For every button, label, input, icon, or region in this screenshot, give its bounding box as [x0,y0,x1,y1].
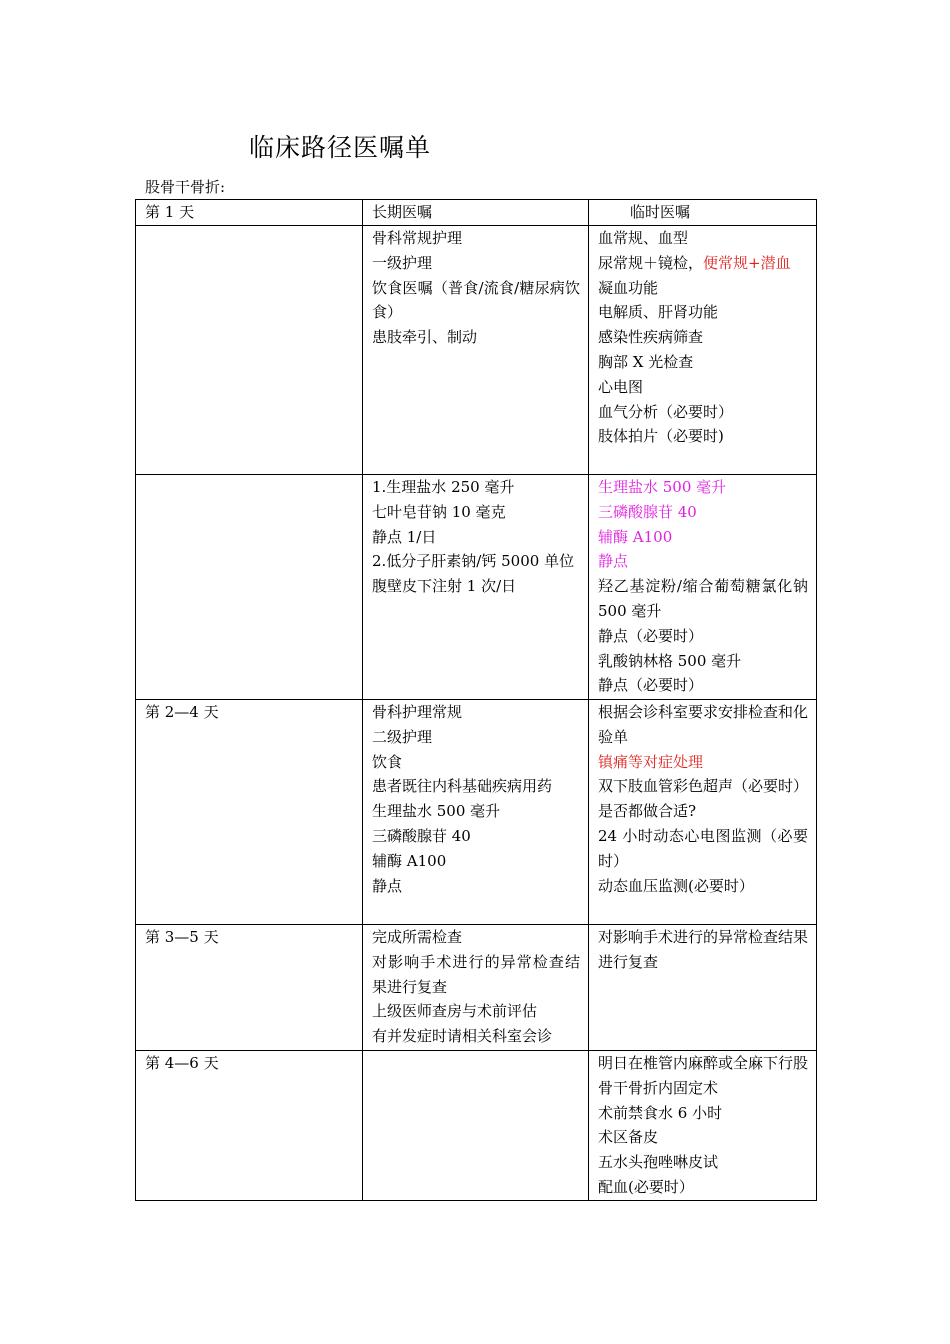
long-term-order: 对影响手术进行的异常检查结果进行复查 [372,952,580,996]
medical-orders-table [135,199,817,1201]
long-term-order: 饮食 [372,752,403,771]
temporary-order: 血气分析（必要时） [598,402,734,421]
long-term-cell [363,226,589,475]
day-cell [136,925,363,1051]
long-term-order: 静点 1/日 [372,527,437,546]
temporary-order: 感染性疾病筛查 [598,328,704,347]
temporary-order: 术区备皮 [598,1128,659,1147]
temporary-order: 动态血压监测(必要时） [598,876,754,895]
table-row [136,1051,817,1201]
temporary-order: 根据会诊科室要求安排检查和化验单 [598,703,809,746]
temporary-order: 24 小时动态心电图监测（必要时） [598,826,808,870]
table-row [136,925,817,1051]
long-term-order: 2.低分子肝素钠/钙 5000 单位 [372,552,575,571]
temporary-order-highlight: 镇痛等对症处理 [598,752,704,771]
temporary-order-highlight: 辅酶 A100 [598,527,673,546]
long-term-order: 生理盐水 500 毫升 [372,802,501,821]
day-cell [136,226,363,475]
long-term-order: 饮食医嘱（普食/流食/糖尿病饮食） [372,278,580,322]
temporary-cell [589,925,817,1051]
temporary-order: 胸部 X 光检查 [598,352,694,371]
table-header-row [136,200,817,226]
long-term-order: 静点 [372,876,403,895]
urine-test-text: 尿常规＋镜检， [598,253,704,272]
temporary-order: 凝血功能 [598,278,659,297]
long-term-order: 上级医师查房与术前评估 [372,1002,538,1021]
temporary-order: 双下肢血管彩色超声（必要时）是否都做合适? [598,777,809,821]
temporary-order: 静点（必要时） [598,626,704,645]
long-term-cell [363,1051,589,1201]
temporary-order: 对影响手术进行的异常检查结果进行复查 [598,928,809,971]
long-term-order: 骨科常规护理 [372,229,463,247]
temporary-order: 羟乙基淀粉/缩合葡萄糖氯化钠 500 毫升 [598,577,808,620]
long-term-order: 1.生理盐水 250 毫升 [372,478,515,496]
temporary-order: 血常规、血型 [598,229,689,247]
temporary-order-highlight: 静点 [598,552,629,571]
day-label: 第 2—4 天 [145,703,219,721]
long-term-order: 二级护理 [372,727,433,746]
temporary-cell [589,1051,817,1201]
long-term-order: 辅酶 A100 [372,851,447,870]
stool-test-highlight: 便常规+潜血 [703,253,791,272]
long-term-order: 七叶皂苷钠 10 毫克 [372,502,506,521]
day-cell [136,475,363,700]
temporary-order: 明日在椎管内麻醉或全麻下行股骨干骨折内固定术 [598,1054,809,1097]
long-term-order: 一级护理 [372,253,433,272]
temporary-order-highlight: 生理盐水 500 毫升 [598,478,727,496]
long-term-order: 完成所需检查 [372,928,463,946]
table-row [136,226,817,475]
temporary-cell [589,475,817,700]
temporary-order: 术前禁食水 6 小时 [598,1103,723,1122]
header-day: 第 1 天 [145,203,195,221]
long-term-order: 三磷酸腺苷 40 [372,826,471,845]
temporary-order: 乳酸钠林格 500 毫升 [598,651,742,670]
day-cell [136,1051,363,1201]
table-row [136,700,817,925]
temporary-order [598,251,808,276]
long-term-order: 有并发症时请相关科室会诊 [372,1027,553,1046]
document-title: 临床路径医嘱单 [249,133,432,162]
long-term-order: 腹壁皮下注射 1 次/日 [372,577,517,596]
day-label: 第 3—5 天 [145,928,219,946]
long-term-cell [363,475,589,700]
long-term-order: 患肢牵引、制动 [372,328,478,347]
temporary-order: 电解质、肝肾功能 [598,303,719,322]
temporary-order: 五水头孢唑啉皮试 [598,1153,719,1172]
temporary-order: 心电图 [598,377,644,396]
day-cell [136,700,363,925]
temporary-cell [589,226,817,475]
temporary-cell [589,700,817,925]
temporary-order: 静点（必要时） [598,676,704,695]
temporary-order: 肢体拍片（必要时) [598,427,724,446]
header-temporary-cell [589,200,817,226]
document-subtitle: 股骨干骨折: [145,178,226,196]
temporary-order-highlight: 三磷酸腺苷 40 [598,502,697,521]
header-temporary: 临时医嘱 [630,203,691,221]
header-long-term: 长期医嘱 [372,203,433,221]
table-row [136,475,817,700]
long-term-cell [363,700,589,925]
long-term-order: 骨科护理常规 [372,703,463,721]
long-term-cell [363,925,589,1051]
header-day-cell [136,200,363,226]
day-label: 第 4—6 天 [145,1054,219,1072]
header-long-term-cell [363,200,589,226]
temporary-order: 配血(必要时） [598,1177,694,1196]
long-term-order: 患者既往内科基础疾病用药 [372,777,553,796]
